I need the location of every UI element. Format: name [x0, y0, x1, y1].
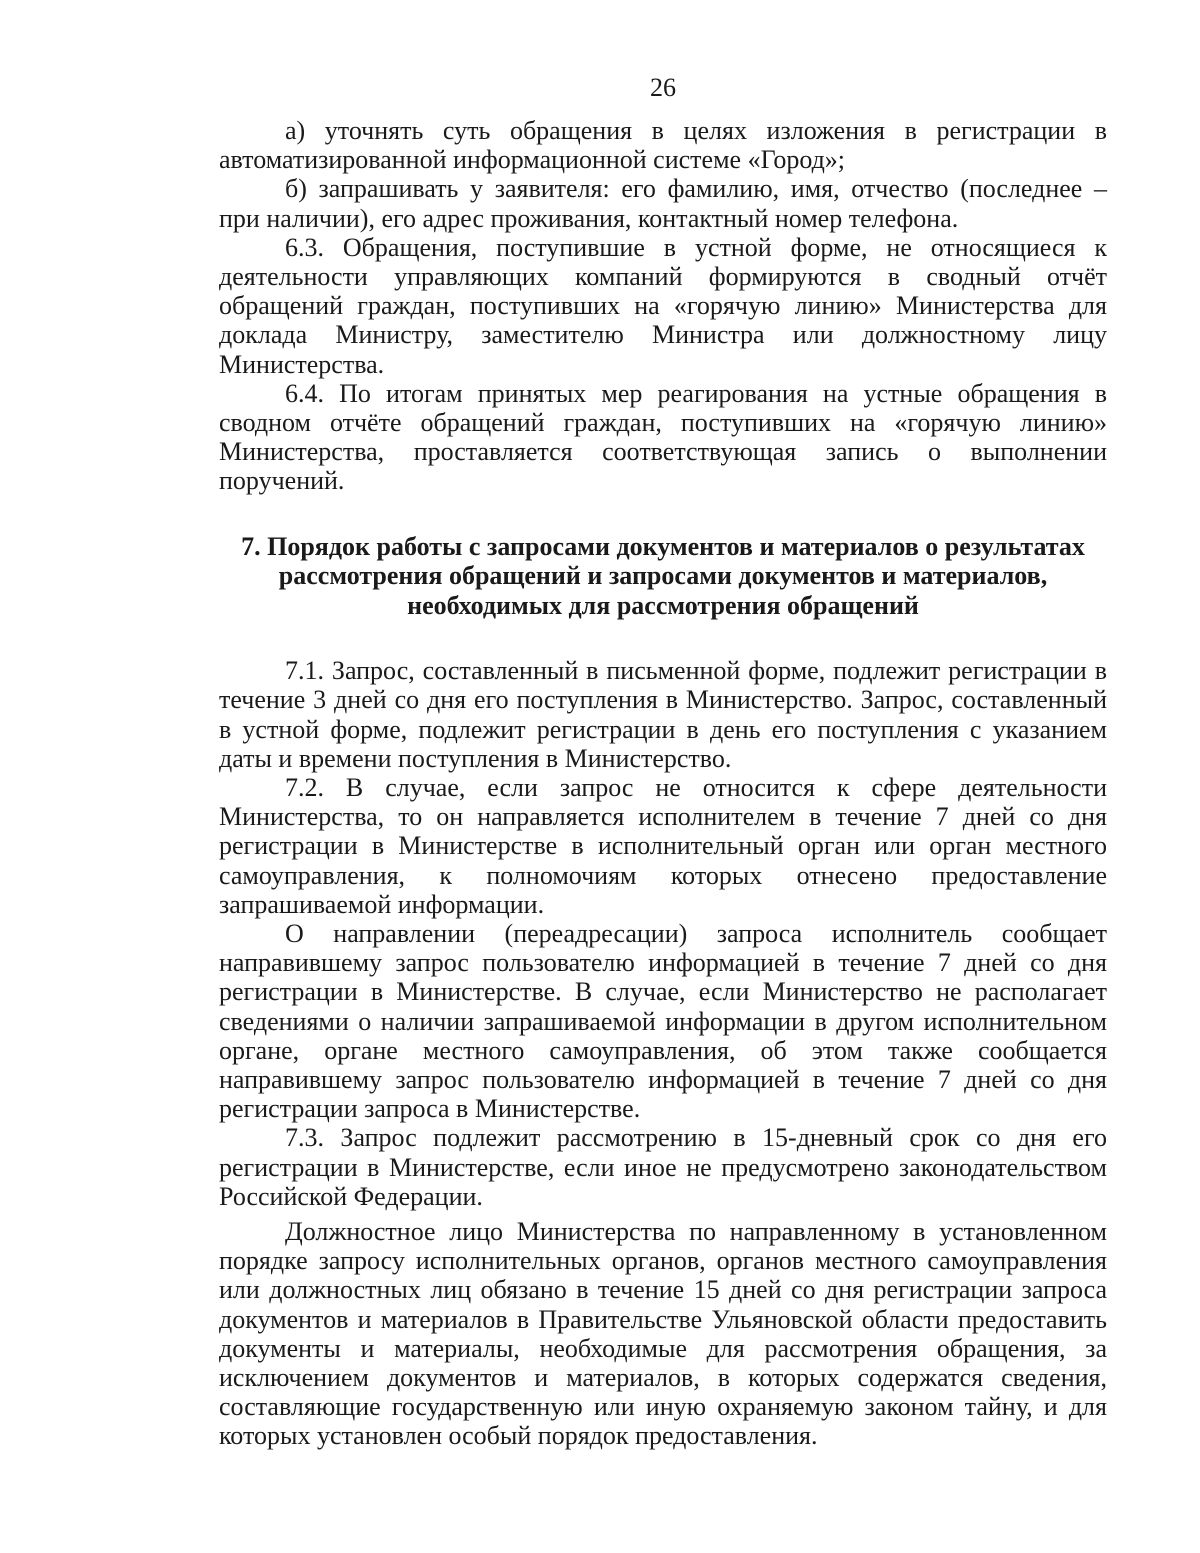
- section-7-title: [219, 532, 1107, 621]
- paragraph-redirect: О направлении (переадресации) запроса исполнитель сообщает направившему запрос пользователю информацией в течение 7 дней со дня регистрации в Министерстве. В случае, если Министерство не располагает сведениями о наличии запрашиваемой информации в другом исполнительном органе, органе местного самоуправления, об этом также сообщается направившему запрос пользователю информацией в течение 7 дней со дня регистрации запроса в Министерстве.: [219, 918, 1107, 1124]
- section-title-line-2: рассмотрения обращений и запросами документов и материалов,: [278, 561, 1048, 591]
- section-title-line-1: 7. Порядок работы с запросами документов и материалов о результатах: [241, 531, 1085, 561]
- paragraph-a: а) уточнять суть обращения в целях изложения в регистрации в автоматизированной информационной системе «Город»;: [219, 116, 1107, 175]
- paragraph-b: б) запрашивать у заявителя: его фамилию, имя, отчество (последнее – при наличии), его адрес проживания, контактный номер телефона.: [219, 174, 1107, 233]
- document-page: [219, 68, 1107, 1451]
- paragraph-6-3: 6.3. Обращения, поступившие в устной форме, не относящиеся к деятельности управляющих компаний формируются в сводный отчёт обращений граждан, поступивших на «горячую линию» Министерства для доклада Министру, заместителю Министра или должностному лицу Министерства.: [219, 232, 1107, 379]
- paragraph-official: Должностное лицо Министерства по направленному в установленном порядке запросу исполнительных органов, органов местного самоуправления или должностных лиц обязано в течение 15 дней со дня регистрации запроса документов и материалов в Правительстве Ульяновской области предоставить документы и материалы, необходимые для рассмотрения обращения, за исключением документов и материалов, в которых содержатся сведения, составляющие государственную или иную охраняемую законом тайну, и для которых установлен особый порядок предоставления.: [219, 1217, 1107, 1451]
- paragraph-6-4: 6.4. По итогам принятых мер реагирования на устные обращения в сводном отчёте обращений граждан, поступивших на «горячую линию» Министерства, проставляется соответствующая запись о выполнении поручений.: [219, 378, 1107, 496]
- page-number: 26: [650, 73, 676, 102]
- paragraph-7-1: 7.1. Запрос, составленный в письменной форме, подлежит регистрации в течение 3 дней со дня его поступления в Министерство. Запрос, составленный в устной форме, подлежит регистрации в день его поступления с указанием даты и времени поступления в Министерство.: [219, 656, 1107, 773]
- paragraph-7-2: 7.2. В случае, если запрос не относится к сфере деятельности Министерства, то он направляется исполнителем в течение 7 дней со дня регистрации в Министерстве в исполнительный орган или орган местного самоуправления, к полномочиям которых отнесено предоставление запрашиваемой информации.: [219, 772, 1107, 919]
- paragraph-7-3: 7.3. Запрос подлежит рассмотрению в 15-дневный срок со дня его регистрации в Министерстве, если иное не предусмотрено законодательством Российской Федерации.: [219, 1123, 1107, 1211]
- section-title-line-3: необходимых для рассмотрения обращений: [407, 590, 919, 620]
